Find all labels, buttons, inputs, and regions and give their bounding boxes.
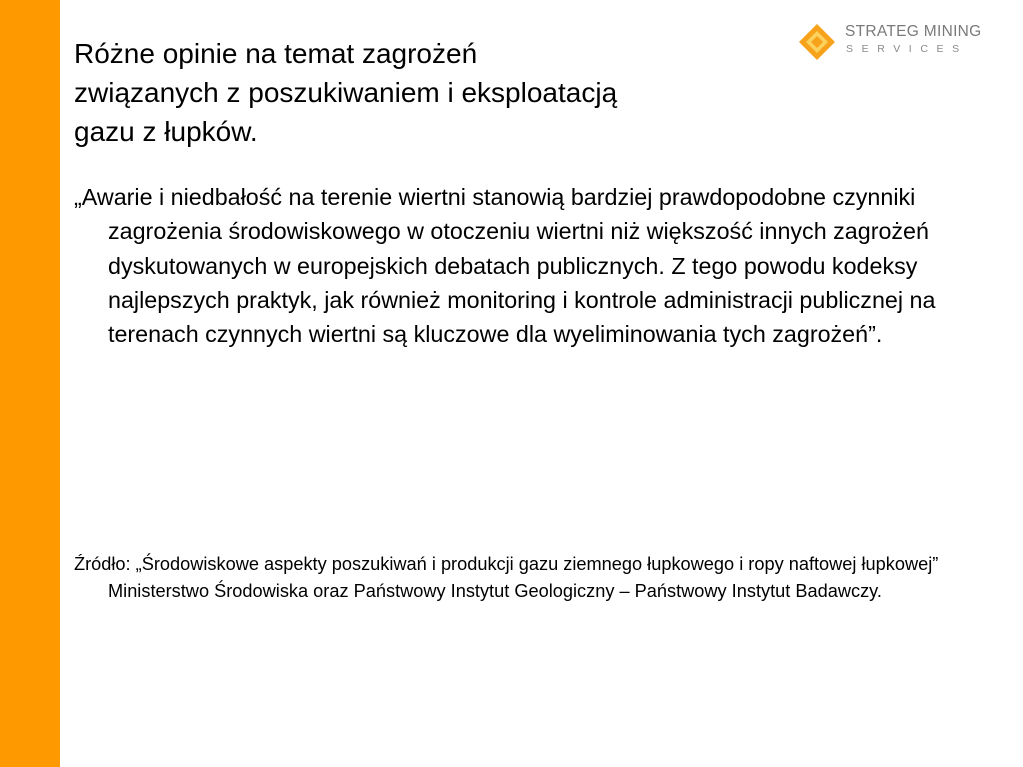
- logo-subtitle: SERVICES: [846, 43, 968, 55]
- diamond-logo-icon: [797, 22, 837, 62]
- source-citation: Źródło: „Środowiskowe aspekty poszukiwań i produkcji gazu ziemnego łupkowego i ropy naftowej łupkowej” Ministerstwo Środowiska oraz Państwowy Instytut Geologiczny – Państwowy Instytut Badawczy.: [74, 554, 939, 601]
- slide-title: Różne opinie na temat zagrożeń związanych z poszukiwaniem i eksploatacją gazu z łupków.: [74, 38, 618, 147]
- quote-paragraph: „Awarie i niedbałość na terenie wiertni stanowią bardziej prawdopodobne czynniki zagrożenia środowiskowego w otoczeniu wiertni niż większość innych zagrożeń dyskutowanych w europejskich debatach publicznych. Z tego powodu kodeksy najlepszych praktyk, jak również monitoring i kontrole administracji publicznej na terenach czynnych wiertni są kluczowe dla wyeliminowania tych zagrożeń”.: [74, 184, 936, 348]
- left-accent-bar: [0, 0, 60, 767]
- company-logo: [797, 22, 997, 62]
- logo-name: STRATEG MINING: [845, 23, 982, 40]
